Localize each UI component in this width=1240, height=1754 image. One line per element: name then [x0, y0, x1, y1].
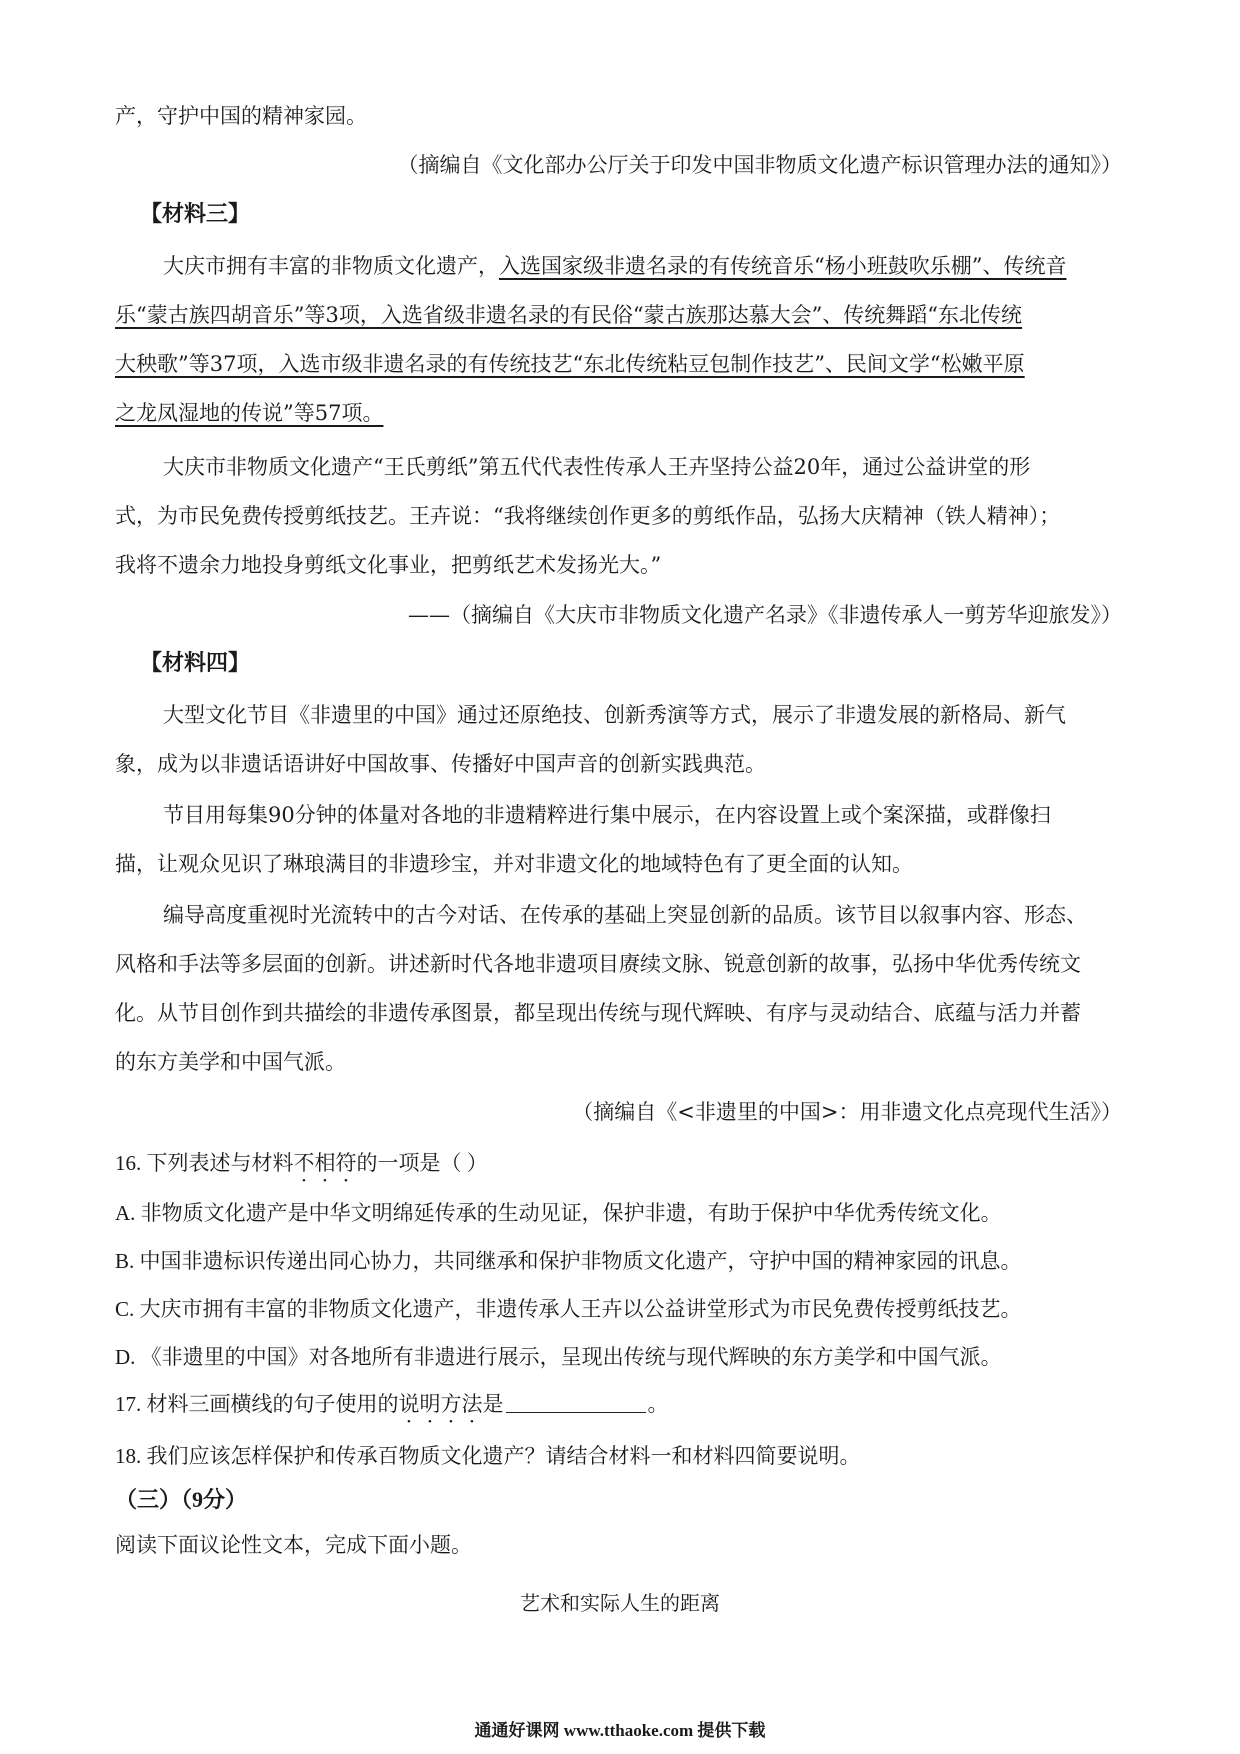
- continuation-text: 产，守护中国的精神家园。: [115, 104, 367, 128]
- material3-underlined-2: 乐“蒙古族四胡音乐”等3项，入选省级非遗名录的有民俗“蒙古族那达慕大会”、传统舞蹈“东北传统: [115, 303, 1023, 327]
- material4-p2-line2: 描，让观众见识了琳琅满目的非遗珍宝，并对非遗文化的地域特色有了更全面的认知。: [115, 852, 913, 876]
- q17-emphasis: 说明方法: [398, 1392, 483, 1416]
- q16-option-b: B. 中国非遗标识传递出同心协力，共同继承和保护非物质文化遗产，守护中国的精神家园的讯息。: [115, 1249, 1022, 1273]
- material4-p3-line2: 风格和手法等多层面的创新。讲述新时代各地非遗项目赓续文脉、锐意创新的故事，弘扬中华优秀传统文: [115, 952, 1081, 976]
- question-18: 18. 我们应该怎样保护和传承百物质文化遗产？请结合材料一和材料四简要说明。: [115, 1444, 861, 1468]
- material4-p1-line2: 象，成为以非遗话语讲好中国故事、传播好中国声音的创新实践典范。: [115, 752, 766, 776]
- material4-p3-line3: 化。从节目创作到共描绘的非遗传承图景，都呈现出传统与现代辉映、有序与灵动结合、底蕴与活力并蓄: [115, 1001, 1081, 1025]
- q17-post: 是: [482, 1392, 504, 1416]
- passage-title: 艺术和实际人生的距离: [520, 1591, 720, 1615]
- material4-p3-line4: 的东方美学和中国气派。: [115, 1050, 346, 1074]
- q16-stem-post: 的一项是（ ）: [356, 1151, 488, 1175]
- question-16-stem: [115, 1148, 488, 1187]
- material3-p2-line2: 式，为市民免费传授剪纸技艺。王卉说：“我将继续创作更多的剪纸作品，弘扬大庆精神（铁人精神）；: [115, 504, 1061, 528]
- q16-emphasis: 不相符: [293, 1151, 357, 1175]
- material4-header: 【材料四】: [140, 650, 251, 676]
- q16-option-c: C. 大庆市拥有丰富的非物质文化遗产，非遗传承人王卉以公益讲堂形式为市民免费传授剪纸技艺。: [115, 1297, 1022, 1321]
- material4-source: （摘编自《<非遗里的中国>：用非遗文化点亮现代生活》）: [572, 1100, 1122, 1124]
- material4-p2-line1: 节目用每集90分钟的体量对各地的非遗精粹进行集中展示，在内容设置上或个案深描，或群像扫: [163, 803, 1051, 827]
- material3-p2-line1: 大庆市非物质文化遗产“王氏剪纸”第五代代表性传承人王卉坚持公益20年，通过公益讲堂的形: [163, 455, 1031, 479]
- material3-p2-line3: 我将不遗余力地投身剪纸文化事业，把剪纸艺术发扬光大。”: [115, 553, 662, 577]
- material3-p1-line1: [163, 251, 1066, 281]
- q16-option-d: D. 《非遗里的中国》对各地所有非遗进行展示，呈现出传统与现代辉映的东方美学和中国气派。: [115, 1345, 1002, 1369]
- q17-end: 。: [647, 1392, 669, 1416]
- material3-p1-intro: 大庆市拥有丰富的非物质文化遗产，: [163, 254, 499, 278]
- q16-option-a: A. 非物质文化遗产是中华文明绵延传承的生动见证，保护非遗，有助于保护中华优秀传统文化。: [115, 1201, 1002, 1225]
- material3-underlined-3: 大秧歌”等37项，入选市级非遗名录的有传统技艺“东北传统粘豆包制作技艺”、民间文学“松嫩平原: [115, 352, 1025, 376]
- page-footer: 通通好课网 www.tthaoke.com 提供下载: [474, 1721, 766, 1740]
- material3-header: 【材料三】: [140, 201, 251, 227]
- material2-source: （摘编自《文化部办公厅关于印发中国非物质文化遗产标识管理办法的通知》）: [397, 153, 1122, 177]
- section-3-heading: （三）（9分）: [115, 1487, 248, 1512]
- material3-source: ——（摘编自《大庆市非物质文化遗产名录》《非遗传承人一剪芳华迎旅发》）: [408, 603, 1122, 627]
- material3-underlined-1: 入选国家级非遗名录的有传统音乐“杨小班鼓吹乐棚”、传统音: [499, 254, 1067, 278]
- q17-answer-blank[interactable]: [506, 1390, 646, 1413]
- q16-stem-pre: 16. 下列表述与材料: [115, 1151, 294, 1175]
- material4-p3-line1: 编导高度重视时光流转中的古今对话、在传承的基础上突显创新的品质。该节目以叙事内容、形态、: [163, 903, 1087, 927]
- section-3-instruction: 阅读下面议论性文本，完成下面小题。: [115, 1533, 472, 1557]
- material3-underlined-4: 之龙凤湿地的传说”等57项。: [115, 401, 384, 425]
- question-17: [115, 1389, 669, 1428]
- q17-pre: 17. 材料三画横线的句子使用的: [115, 1392, 399, 1416]
- material4-p1-line1: 大型文化节目《非遗里的中国》通过还原绝技、创新秀演等方式，展示了非遗发展的新格局、新气: [163, 703, 1066, 727]
